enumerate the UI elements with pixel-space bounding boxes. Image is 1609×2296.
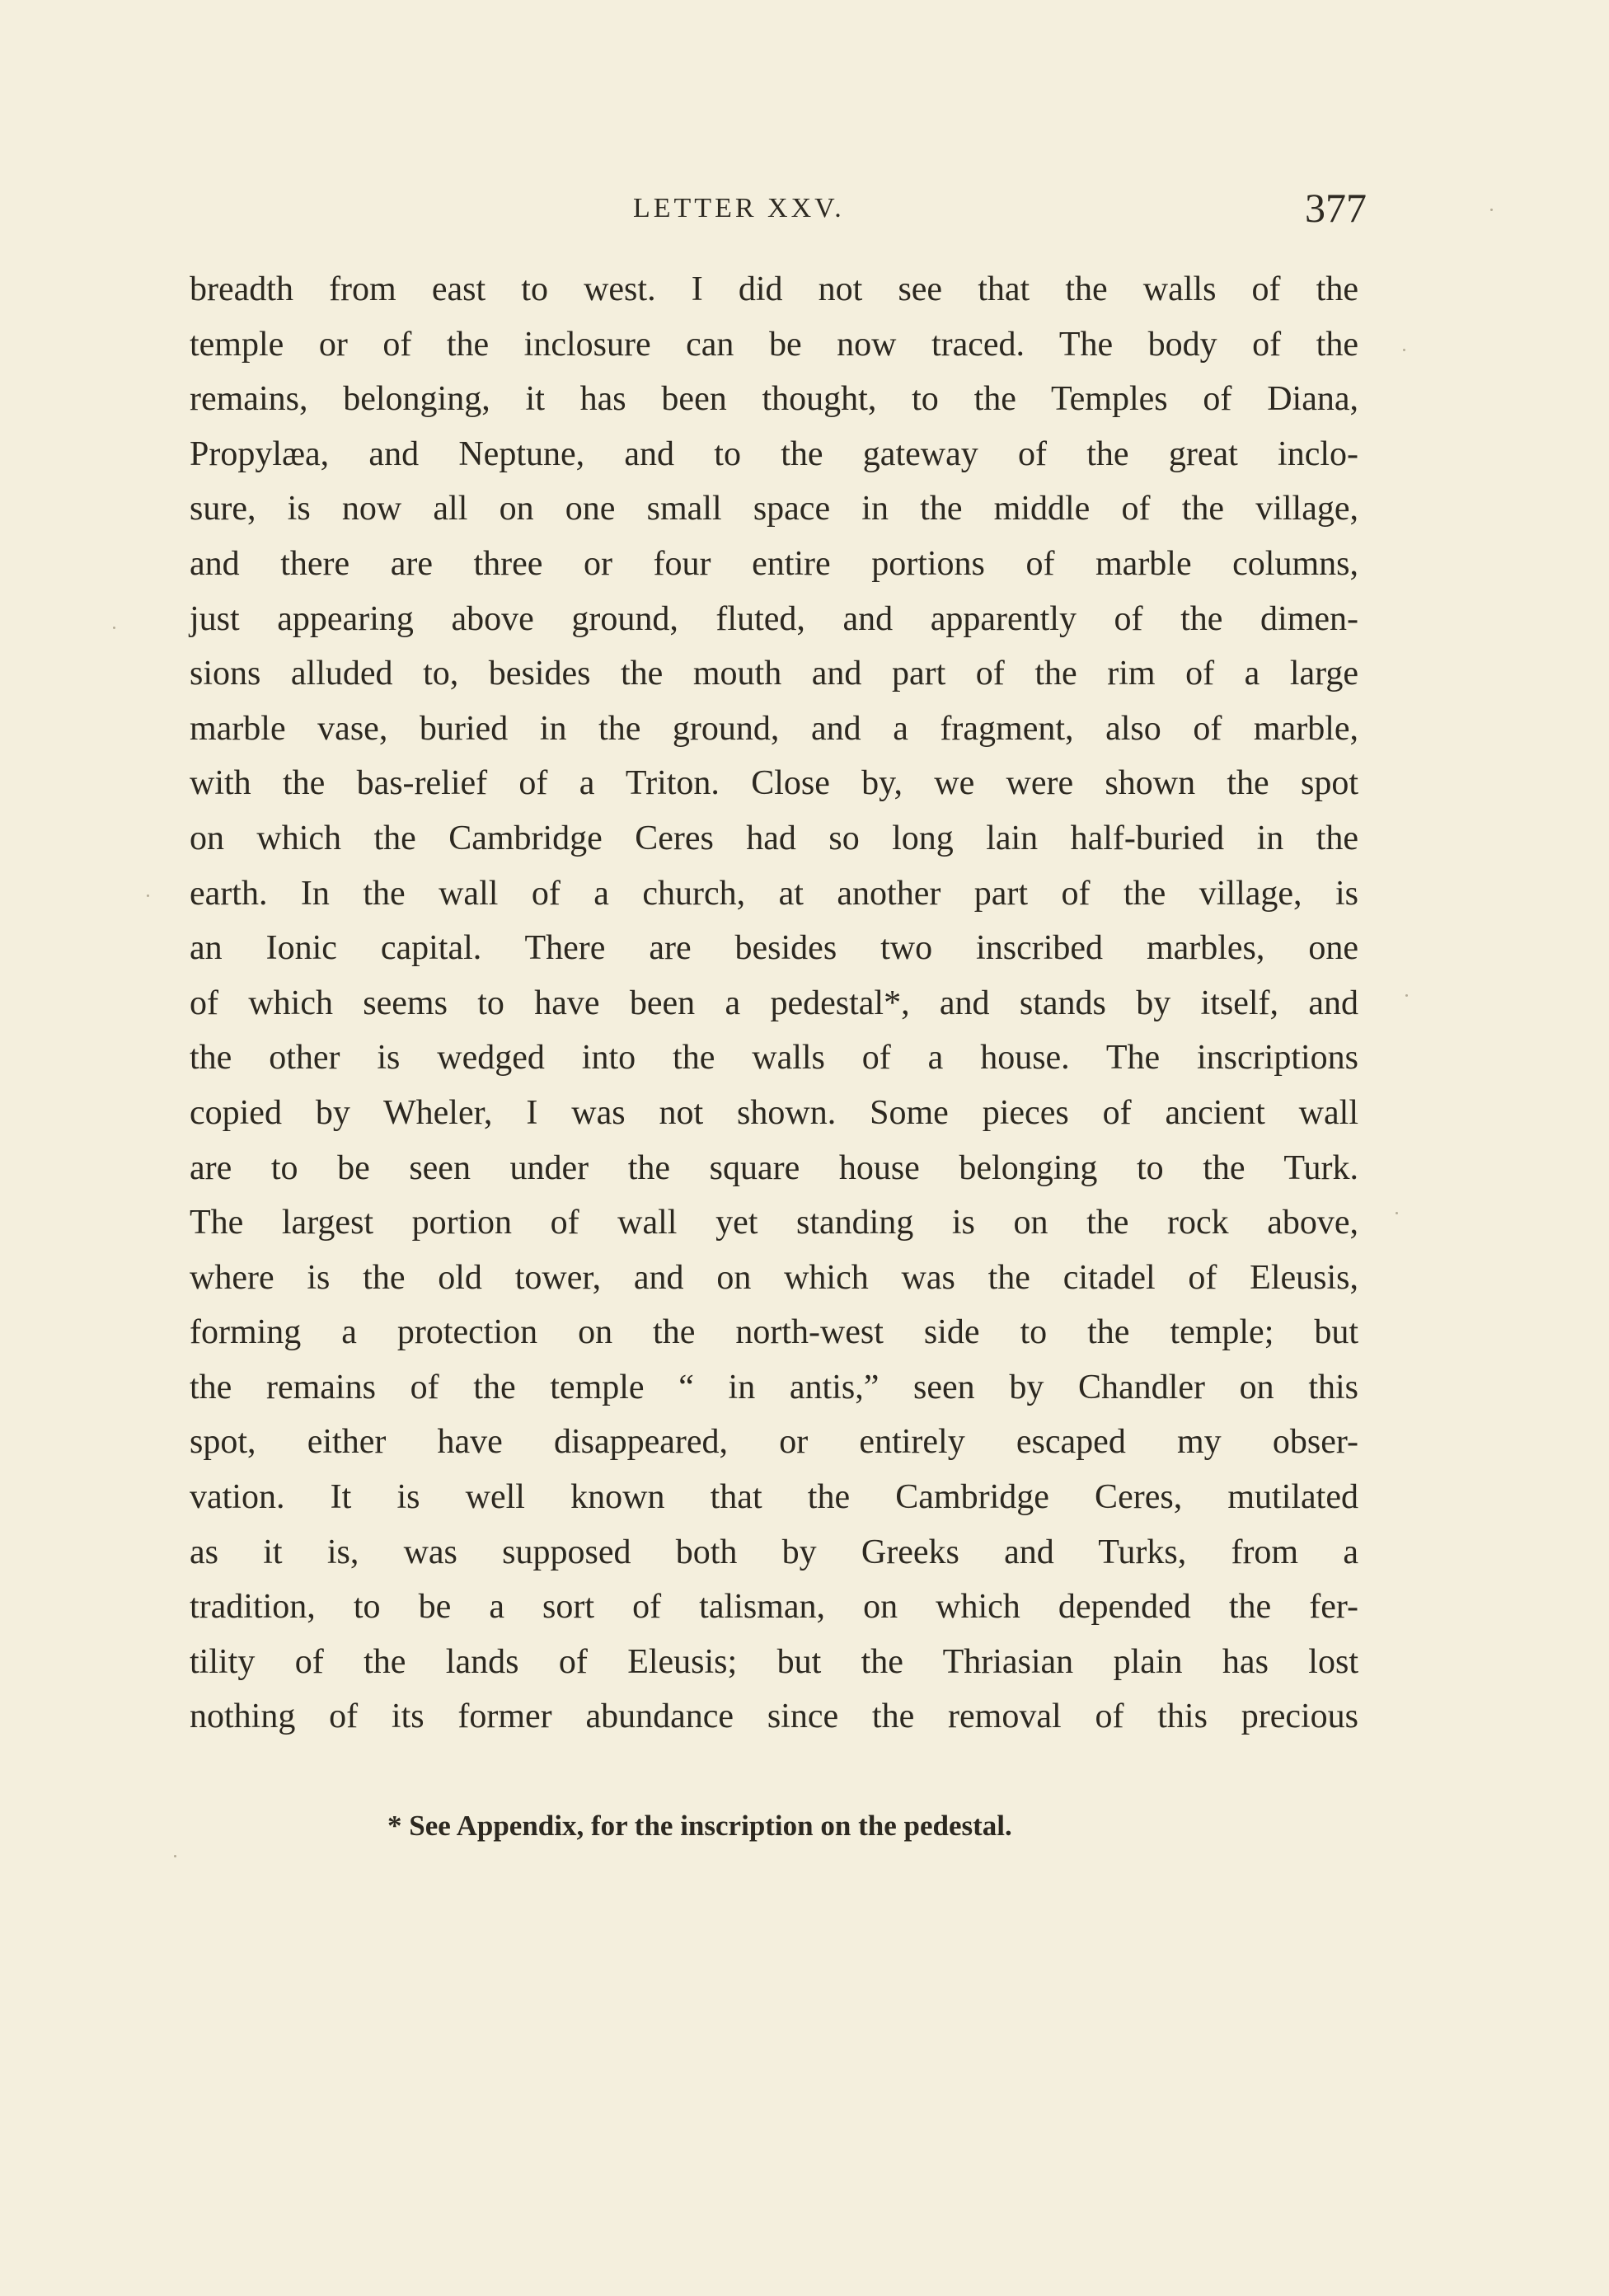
text-line: just appearing above ground, fluted, and apparently of the dimen- [190,599,1358,638]
text-line: an Ionic capital. There are besides two inscribed marbles, one [190,929,1358,968]
text-line: as it is, was supposed both by Greeks and Turks, from a [190,1533,1358,1571]
paper-speck [113,627,115,629]
text-line: on which the Cambridge Ceres had so long lain half-buried in the [190,819,1358,857]
text-line: the other is wedged into the walls of a house. The inscriptions [190,1039,1358,1078]
text-line: marble vase, buried in the ground, and a fragment, also of marble, [190,709,1358,748]
running-title: LETTER XXV. [633,193,845,223]
text-line: forming a protection on the north-west side to the temple; but [190,1313,1358,1352]
page-number: 377 [1305,185,1367,231]
text-line: sure, is now all on one small space in the middle of the village, [190,490,1358,528]
text-line: copied by Wheler, I was not shown. Some pieces of ancient wall [190,1093,1358,1132]
running-head [633,185,1367,234]
paper-speck [1403,349,1405,351]
text-line: of which seems to have been a pedestal*, and stands by itself, and [190,984,1358,1022]
text-line: are to be seen under the square house belonging to the Turk. [190,1148,1358,1187]
text-line: spot, either have disappeared, or entirely escaped my obser- [190,1423,1358,1462]
text-line: vation. It is well known that the Cambridge Ceres, mutilated [190,1478,1358,1517]
text-line: remains, belonging, it has been thought, to the Temples of Diana, [190,380,1358,419]
text-line: the remains of the temple “ in antis,” seen by Chandler on this [190,1368,1358,1406]
text-line: Propylæa, and Neptune, and to the gateway of the great inclo- [190,434,1358,473]
text-line: and there are three or four entire portions of marble columns, [190,544,1358,583]
text-line: breadth from east to west. I did not see that the walls of the [190,270,1358,308]
paper-speck [1405,994,1408,997]
text-line: earth. In the wall of a church, at another part of the village, is [190,874,1358,913]
paper-speck [174,1855,176,1857]
text-line: with the bas-relief of a Triton. Close by, we were shown the spot [190,764,1358,803]
text-line: where is the old tower, and on which was the citadel of Eleusis, [190,1258,1358,1297]
text-line: nothing of its former abundance since the removal of this precious [190,1697,1358,1736]
body-text [190,262,1358,1744]
text-line: tradition, to be a sort of talisman, on which depended the fer- [190,1588,1358,1627]
text-line: temple or of the inclosure can be now traced. The body of the [190,325,1358,364]
paper-speck [1490,209,1493,211]
text-line: tility of the lands of Eleusis; but the Thriasian plain has lost [190,1642,1358,1681]
footnote: * See Appendix, for the inscription on the pedestal. [387,1810,1012,1842]
paper-speck [147,894,149,897]
paper-speck [1396,1212,1398,1214]
text-line: sions alluded to, besides the mouth and part of the rim of a large [190,655,1358,693]
text-line: The largest portion of wall yet standing is on the rock above, [190,1204,1358,1242]
